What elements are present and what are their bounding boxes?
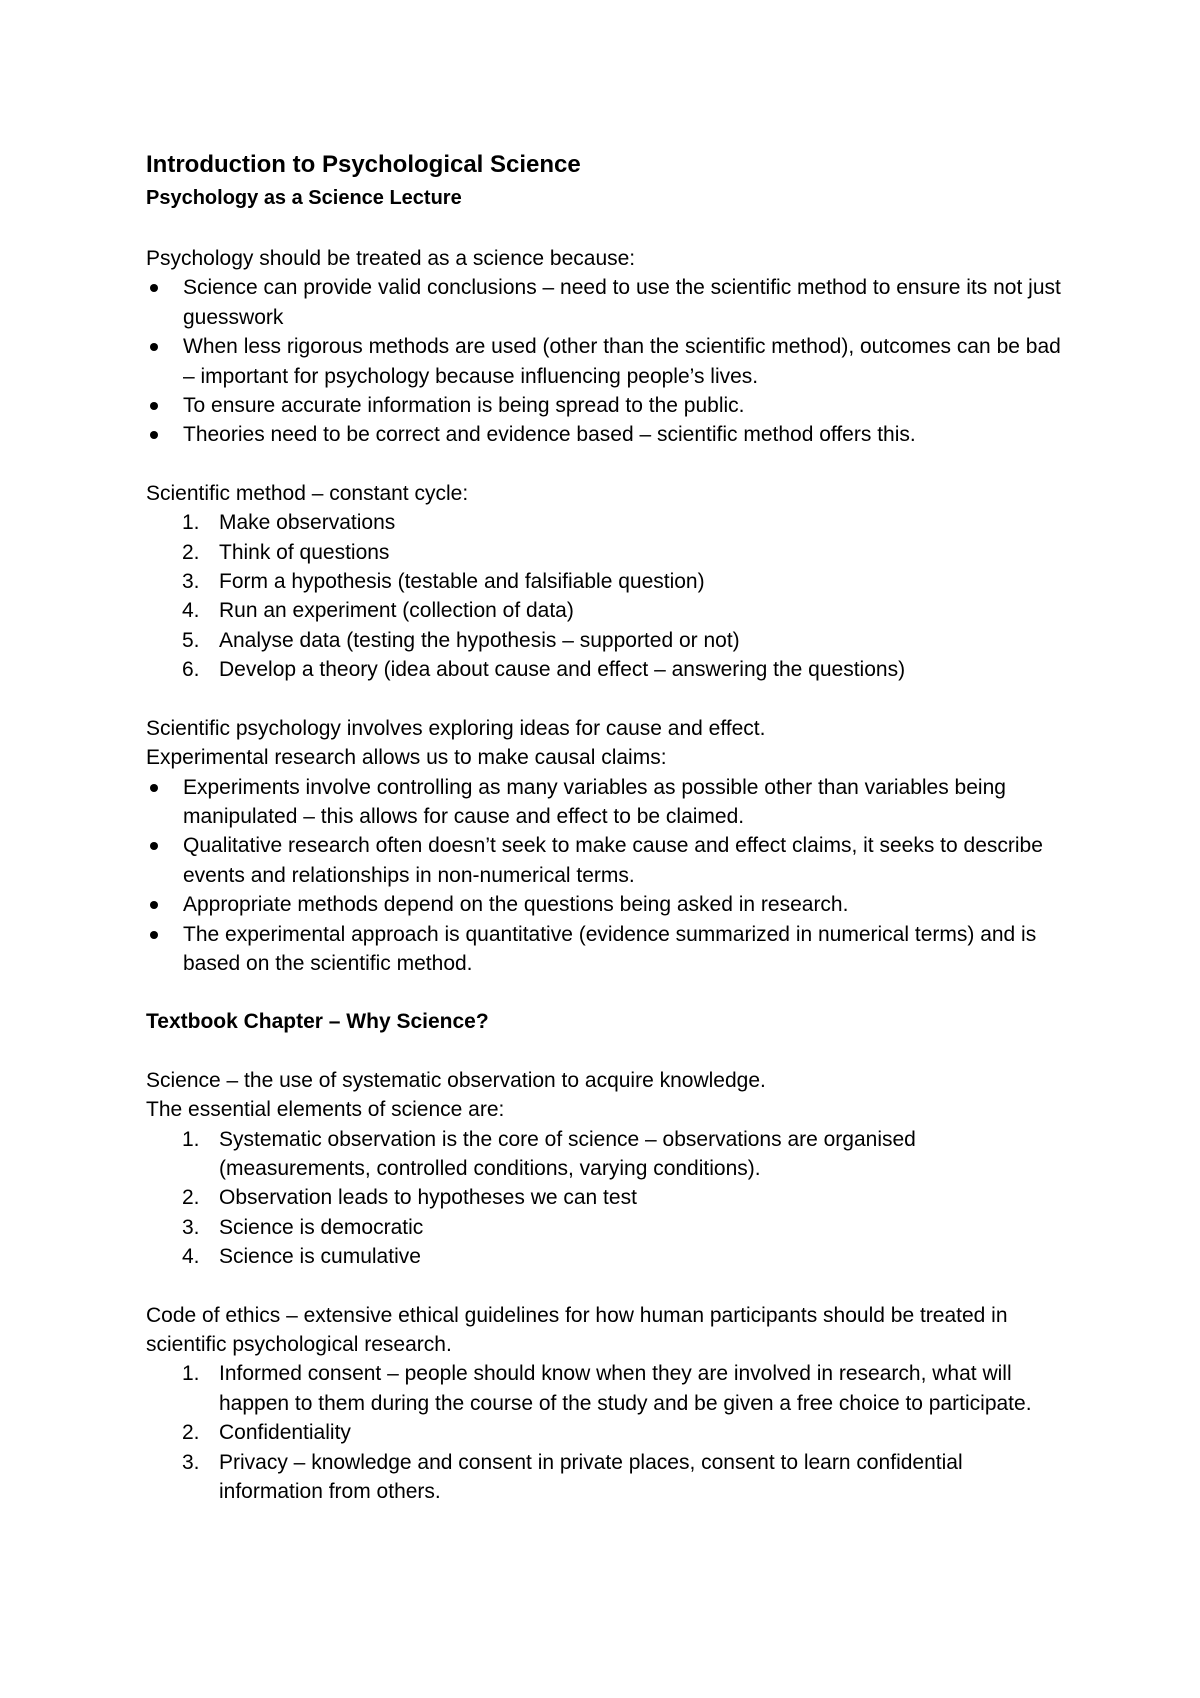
lecture-subtitle: Psychology as a Science Lecture (146, 187, 462, 209)
spacer (146, 450, 1066, 479)
list-item (146, 1418, 1066, 1447)
list-number: 1. (182, 1362, 200, 1386)
spacer (146, 215, 1066, 244)
list-item-text: Informed consent – people should know when they are involved in research, what will happen to them during the course of the study and be given a free choice to participate. (219, 1362, 1032, 1415)
list-item (146, 655, 1066, 684)
list-item-text: Form a hypothesis (testable and falsifiable question) (219, 570, 705, 594)
list-item (146, 1125, 1066, 1184)
list-item (146, 596, 1066, 625)
list-item-text: Systematic observation is the core of science – observations are organised (measurements, controlled conditions, varying conditions). (219, 1127, 916, 1180)
list-item-text: Observation leads to hypotheses we can test (219, 1186, 637, 1210)
list-item (146, 1242, 1066, 1271)
list-item-text: Science is cumulative (219, 1245, 421, 1269)
list-number: 2. (182, 540, 200, 564)
list-number: 1. (182, 511, 200, 535)
list-number: 6. (182, 658, 200, 682)
list-number: 2. (182, 1421, 200, 1445)
list-item: Experiments involve controlling as many variables as possible other than variables being manipulated – this allows for cause and effect to be claimed. (146, 773, 1066, 832)
list-item-text: Analyse data (testing the hypothesis – supported or not) (219, 628, 740, 652)
method-intro: Scientific method – constant cycle: (146, 481, 469, 505)
list-item: When less rigorous methods are used (other than the scientific method), outcomes can be bad – important for psychology because influencing people’s lives. (146, 332, 1066, 391)
list-item: To ensure accurate information is being spread to the public. (146, 391, 1066, 420)
list-number: 4. (182, 599, 200, 623)
document-title: Introduction to Psychological Science (146, 151, 581, 178)
ethics-list (146, 1359, 1066, 1506)
list-item: Appropriate methods depend on the questions being asked in research. (146, 890, 1066, 919)
list-number: 3. (182, 1215, 200, 1239)
spacer (146, 685, 1066, 714)
why-science-intro: Psychology should be treated as a science because: (146, 247, 636, 270)
list-number: 3. (182, 570, 200, 594)
list-item-text: Science is democratic (219, 1215, 424, 1239)
spacer (146, 1037, 1066, 1066)
causal-claims-list (146, 773, 1066, 979)
list-item (146, 1448, 1066, 1507)
list-number: 3. (182, 1450, 200, 1474)
list-item: Theories need to be correct and evidence based – scientific method offers this. (146, 420, 1066, 449)
science-definition: Science – the use of systematic observation to acquire knowledge. (146, 1068, 766, 1092)
list-item (146, 1183, 1066, 1212)
list-number: 4. (182, 1245, 200, 1269)
causal-line-1: Scientific psychology involves exploring ideas for cause and effect. (146, 716, 766, 740)
science-elements-list (146, 1125, 1066, 1272)
list-item-text: Make observations (219, 511, 396, 535)
list-item: Qualitative research often doesn’t seek to make cause and effect claims, it seeks to describe events and relationships in non-numerical terms. (146, 831, 1066, 890)
method-steps-list (146, 508, 1066, 684)
list-item: The experimental approach is quantitative (evidence summarized in numerical terms) and is based on the scientific method. (146, 920, 1066, 979)
list-item (146, 1359, 1066, 1418)
list-item-text: Develop a theory (idea about cause and effect – answering the questions) (219, 658, 906, 682)
causal-line-2: Experimental research allows us to make causal claims: (146, 746, 667, 770)
list-item-text: Think of questions (219, 540, 390, 564)
list-number: 5. (182, 628, 200, 652)
list-number: 1. (182, 1127, 200, 1151)
document-body (146, 149, 1066, 1506)
spacer (146, 1272, 1066, 1301)
spacer (146, 978, 1066, 1007)
why-science-list (146, 273, 1066, 449)
list-item (146, 1213, 1066, 1242)
list-item-text: Privacy – knowledge and consent in private places, consent to learn confidential information from others. (219, 1450, 963, 1504)
list-item (146, 508, 1066, 537)
list-item (146, 567, 1066, 596)
elements-intro: The essential elements of science are: (146, 1098, 505, 1122)
list-item-text: Run an experiment (collection of data) (219, 599, 574, 623)
list-item: Science can provide valid conclusions – need to use the scientific method to ensure its not just guesswork (146, 273, 1066, 332)
ethics-intro: Code of ethics – extensive ethical guidelines for how human participants should be treated in scientific psychological research. (146, 1303, 1008, 1356)
list-item (146, 626, 1066, 655)
list-number: 2. (182, 1186, 200, 1210)
list-item-text: Confidentiality (219, 1421, 351, 1445)
textbook-heading: Textbook Chapter – Why Science? (146, 1010, 489, 1034)
list-item (146, 538, 1066, 567)
